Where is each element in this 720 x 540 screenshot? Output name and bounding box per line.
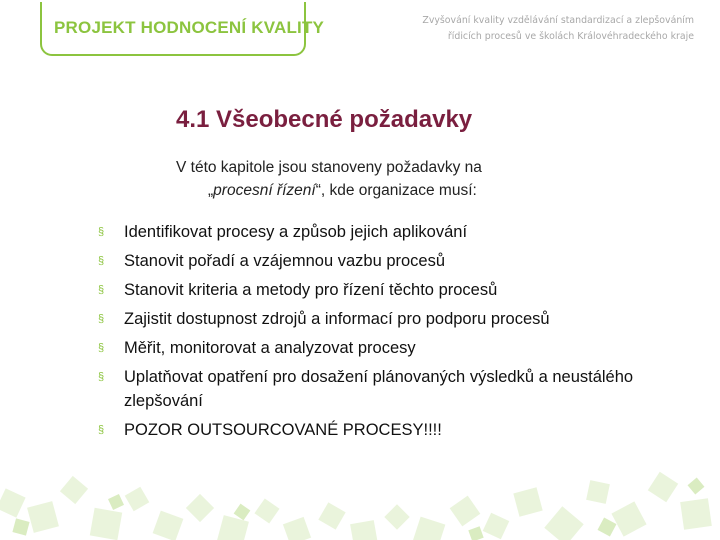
tagline-line-2: řídicích procesů ve školách Královéhradeckého kraje — [447, 31, 694, 42]
green-tile-pattern — [0, 440, 720, 540]
list-item-text: Měřit, monitorovat a analyzovat procesy — [124, 339, 416, 357]
bullet-marker-icon: § — [98, 371, 105, 383]
bullet-marker-icon: § — [98, 342, 105, 354]
list-item — [98, 418, 698, 442]
list-item-text: Uplatňovat opatření pro dosažení plánovaných výsledků a neustálého zlepšování — [124, 368, 634, 410]
requirements-list — [98, 220, 698, 447]
list-item — [98, 278, 698, 302]
list-item — [98, 365, 698, 413]
list-item-text: Stanovit kriteria a metody pro řízení těchto procesů — [124, 281, 498, 299]
intro-line-1: V této kapitole jsou stanoveny požadavky na — [176, 159, 482, 176]
intro-rest: “, kde organizace musí: — [315, 182, 477, 199]
list-item-text: POZOR OUTSOURCOVANÉ PROCESY!!!! — [124, 421, 442, 439]
bullet-marker-icon: § — [98, 226, 105, 238]
list-item — [98, 307, 698, 331]
project-tagline — [374, 13, 694, 45]
slide-title: 4.1 Všeobecné požadavky — [176, 106, 473, 133]
bullet-marker-icon: § — [98, 255, 105, 267]
list-item-text: Zajistit dostupnost zdrojů a informací pro podporu procesů — [124, 310, 550, 328]
list-item — [98, 220, 698, 244]
intro-term: procesní řízení — [213, 182, 316, 199]
bullet-marker-icon: § — [98, 424, 105, 436]
list-item — [98, 249, 698, 273]
project-logo — [40, 2, 325, 56]
intro-quote-open: „ — [208, 182, 214, 199]
tagline-line-1: Zvyšování kvality vzdělávání standardizací a zlepšováním — [422, 15, 694, 26]
intro-line-2 — [176, 179, 482, 202]
list-item-text: Stanovit pořadí a vzájemnou vazbu procesů — [124, 252, 446, 270]
logo-text: PROJEKT HODNOCENÍ KVALITY — [54, 18, 325, 37]
list-item — [98, 336, 698, 360]
intro-text — [176, 156, 482, 202]
list-item-text: Identifikovat procesy a způsob jejich aplikování — [124, 223, 468, 241]
bullet-marker-icon: § — [98, 313, 105, 325]
bullet-marker-icon: § — [98, 284, 105, 296]
